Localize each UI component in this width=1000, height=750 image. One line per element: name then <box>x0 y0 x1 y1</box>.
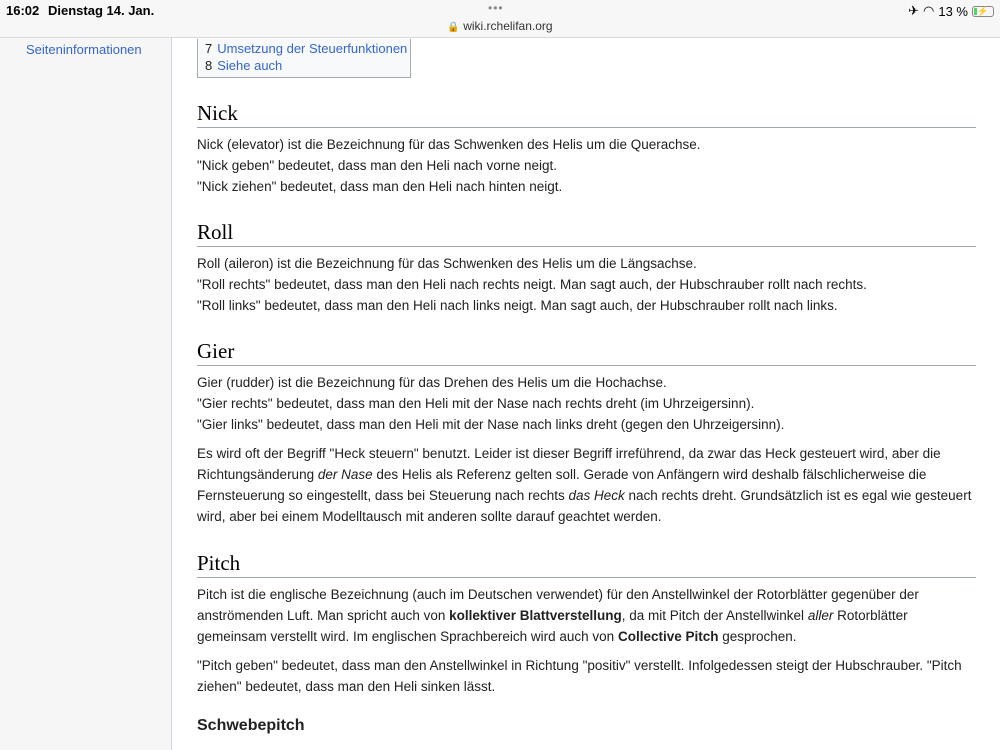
pitch-paragraph-2: "Pitch geben" bedeutet, dass man den Anstellwinkel in Richtung "positiv" verstellt. Infolgedessen steigt der Hubschrauber. "Pitch ziehen" bedeutet, dass man den Heli sinken lässt. <box>197 658 962 694</box>
bold-text: Collective Pitch <box>617 629 719 644</box>
text-run: Es wird oft der Begriff "Heck steuern" benutzt. Leider ist dieser Begriff irreführend, da zwar das Heck gesteuert wird, aber die Richtungsänderung <box>197 446 941 482</box>
italic-text: der Nase <box>317 467 373 482</box>
heading-pitch: Pitch <box>197 551 976 578</box>
text-run: gesprochen. <box>718 629 797 644</box>
multitask-dots-icon[interactable]: ••• <box>488 1 504 15</box>
toc-item[interactable] <box>205 58 282 74</box>
text-run: des Helis als Referenz gelten soll. Gerade von Anfängern wird deshalb fälschlicherweise die Fernsteuerung so eingestellt, dass bei Steuerung nach rechts <box>197 467 927 503</box>
toc-link[interactable]: Umsetzung der Steuerfunktionen <box>217 41 408 56</box>
clock: 16:02 <box>6 3 40 18</box>
heading-schwebepitch: Schwebepitch <box>197 717 305 734</box>
text-line: "Gier links" bedeutet, dass man den Heli mit der Nase nach links dreht (gegen den Uhrzeigersinn). <box>197 417 785 432</box>
pitch-paragraph-1 <box>197 584 977 647</box>
heading-roll: Roll <box>197 220 976 247</box>
toc-item[interactable] <box>205 41 407 57</box>
text-line: Roll (aileron) ist die Bezeichnung für das Schwenken des Helis um die Längsachse. <box>197 256 697 271</box>
text-run: Rotorblätter gemeinsam verstellt wird. Im englischen Sprachbereich wird auch von <box>197 608 908 644</box>
toc-number: 7 <box>205 41 213 56</box>
toc-number: 8 <box>205 58 213 73</box>
roll-text <box>197 253 987 316</box>
airplane-icon: ✈ <box>908 3 920 18</box>
text-line: "Roll links" bedeutet, dass man den Heli nach links neigt. Man sagt auch, der Hubschrauber rollt nach links. <box>197 298 838 313</box>
text-run: , da mit Pitch der Anstellwinkel <box>621 608 808 623</box>
battery-charging-icon: ⚡ <box>972 6 994 17</box>
battery-percent: 13 % <box>938 3 968 19</box>
text-line: Nick (elevator) ist die Bezeichnung für das Schwenken des Helis um die Querachse. <box>197 137 701 152</box>
address-bar[interactable] <box>0 19 1000 33</box>
wifi-icon: ◠ <box>923 3 935 18</box>
sidebar-link-page-info[interactable]: Seiteninformationen <box>26 42 142 57</box>
bold-text: kollektiver Blattverstellung <box>449 608 622 623</box>
url-text: wiki.rchelifan.org <box>463 19 553 33</box>
sidebar <box>0 0 172 750</box>
text-line: "Roll rechts" bedeutet, dass man den Heli nach rechts neigt. Man sagt auch, der Hubschrauber rollt nach rechts. <box>197 277 867 292</box>
lock-icon: 🔒 <box>447 22 460 33</box>
text-line: "Nick geben" bedeutet, dass man den Heli nach vorne neigt. <box>197 158 558 173</box>
status-bar <box>0 0 1000 38</box>
italic-text: das Heck <box>568 488 625 503</box>
text-line: Gier (rudder) ist die Bezeichnung für das Drehen des Helis um die Hochachse. <box>197 375 667 390</box>
italic-text: aller <box>807 608 834 623</box>
heading-nick: Nick <box>197 101 976 128</box>
text-run: Pitch ist die englische Bezeichnung (auch im Deutschen verwendet) für den Anstellwinkel der Rotorblätter gegenüber der anströmenden Luft. Man spricht auch von <box>197 587 919 623</box>
gier-paragraph <box>197 443 977 527</box>
nick-text <box>197 134 987 197</box>
table-of-contents <box>197 39 411 78</box>
text-line: "Nick ziehen" bedeutet, dass man den Heli nach hinten neigt. <box>197 179 563 194</box>
text-run: nach rechts dreht. Grundsätzlich ist es egal wie gesteuert wird, aber bei einem Modelltausch mit anderen sollte darauf geachtet werden. <box>197 488 972 524</box>
date: Dienstag 14. Jan. <box>48 3 155 18</box>
heading-gier: Gier <box>197 339 976 366</box>
gier-text <box>197 372 987 435</box>
toc-link[interactable]: Siehe auch <box>217 58 283 73</box>
text-line: "Gier rechts" bedeutet, dass man den Heli mit der Nase nach rechts dreht (im Uhrzeigersinn). <box>197 396 755 411</box>
